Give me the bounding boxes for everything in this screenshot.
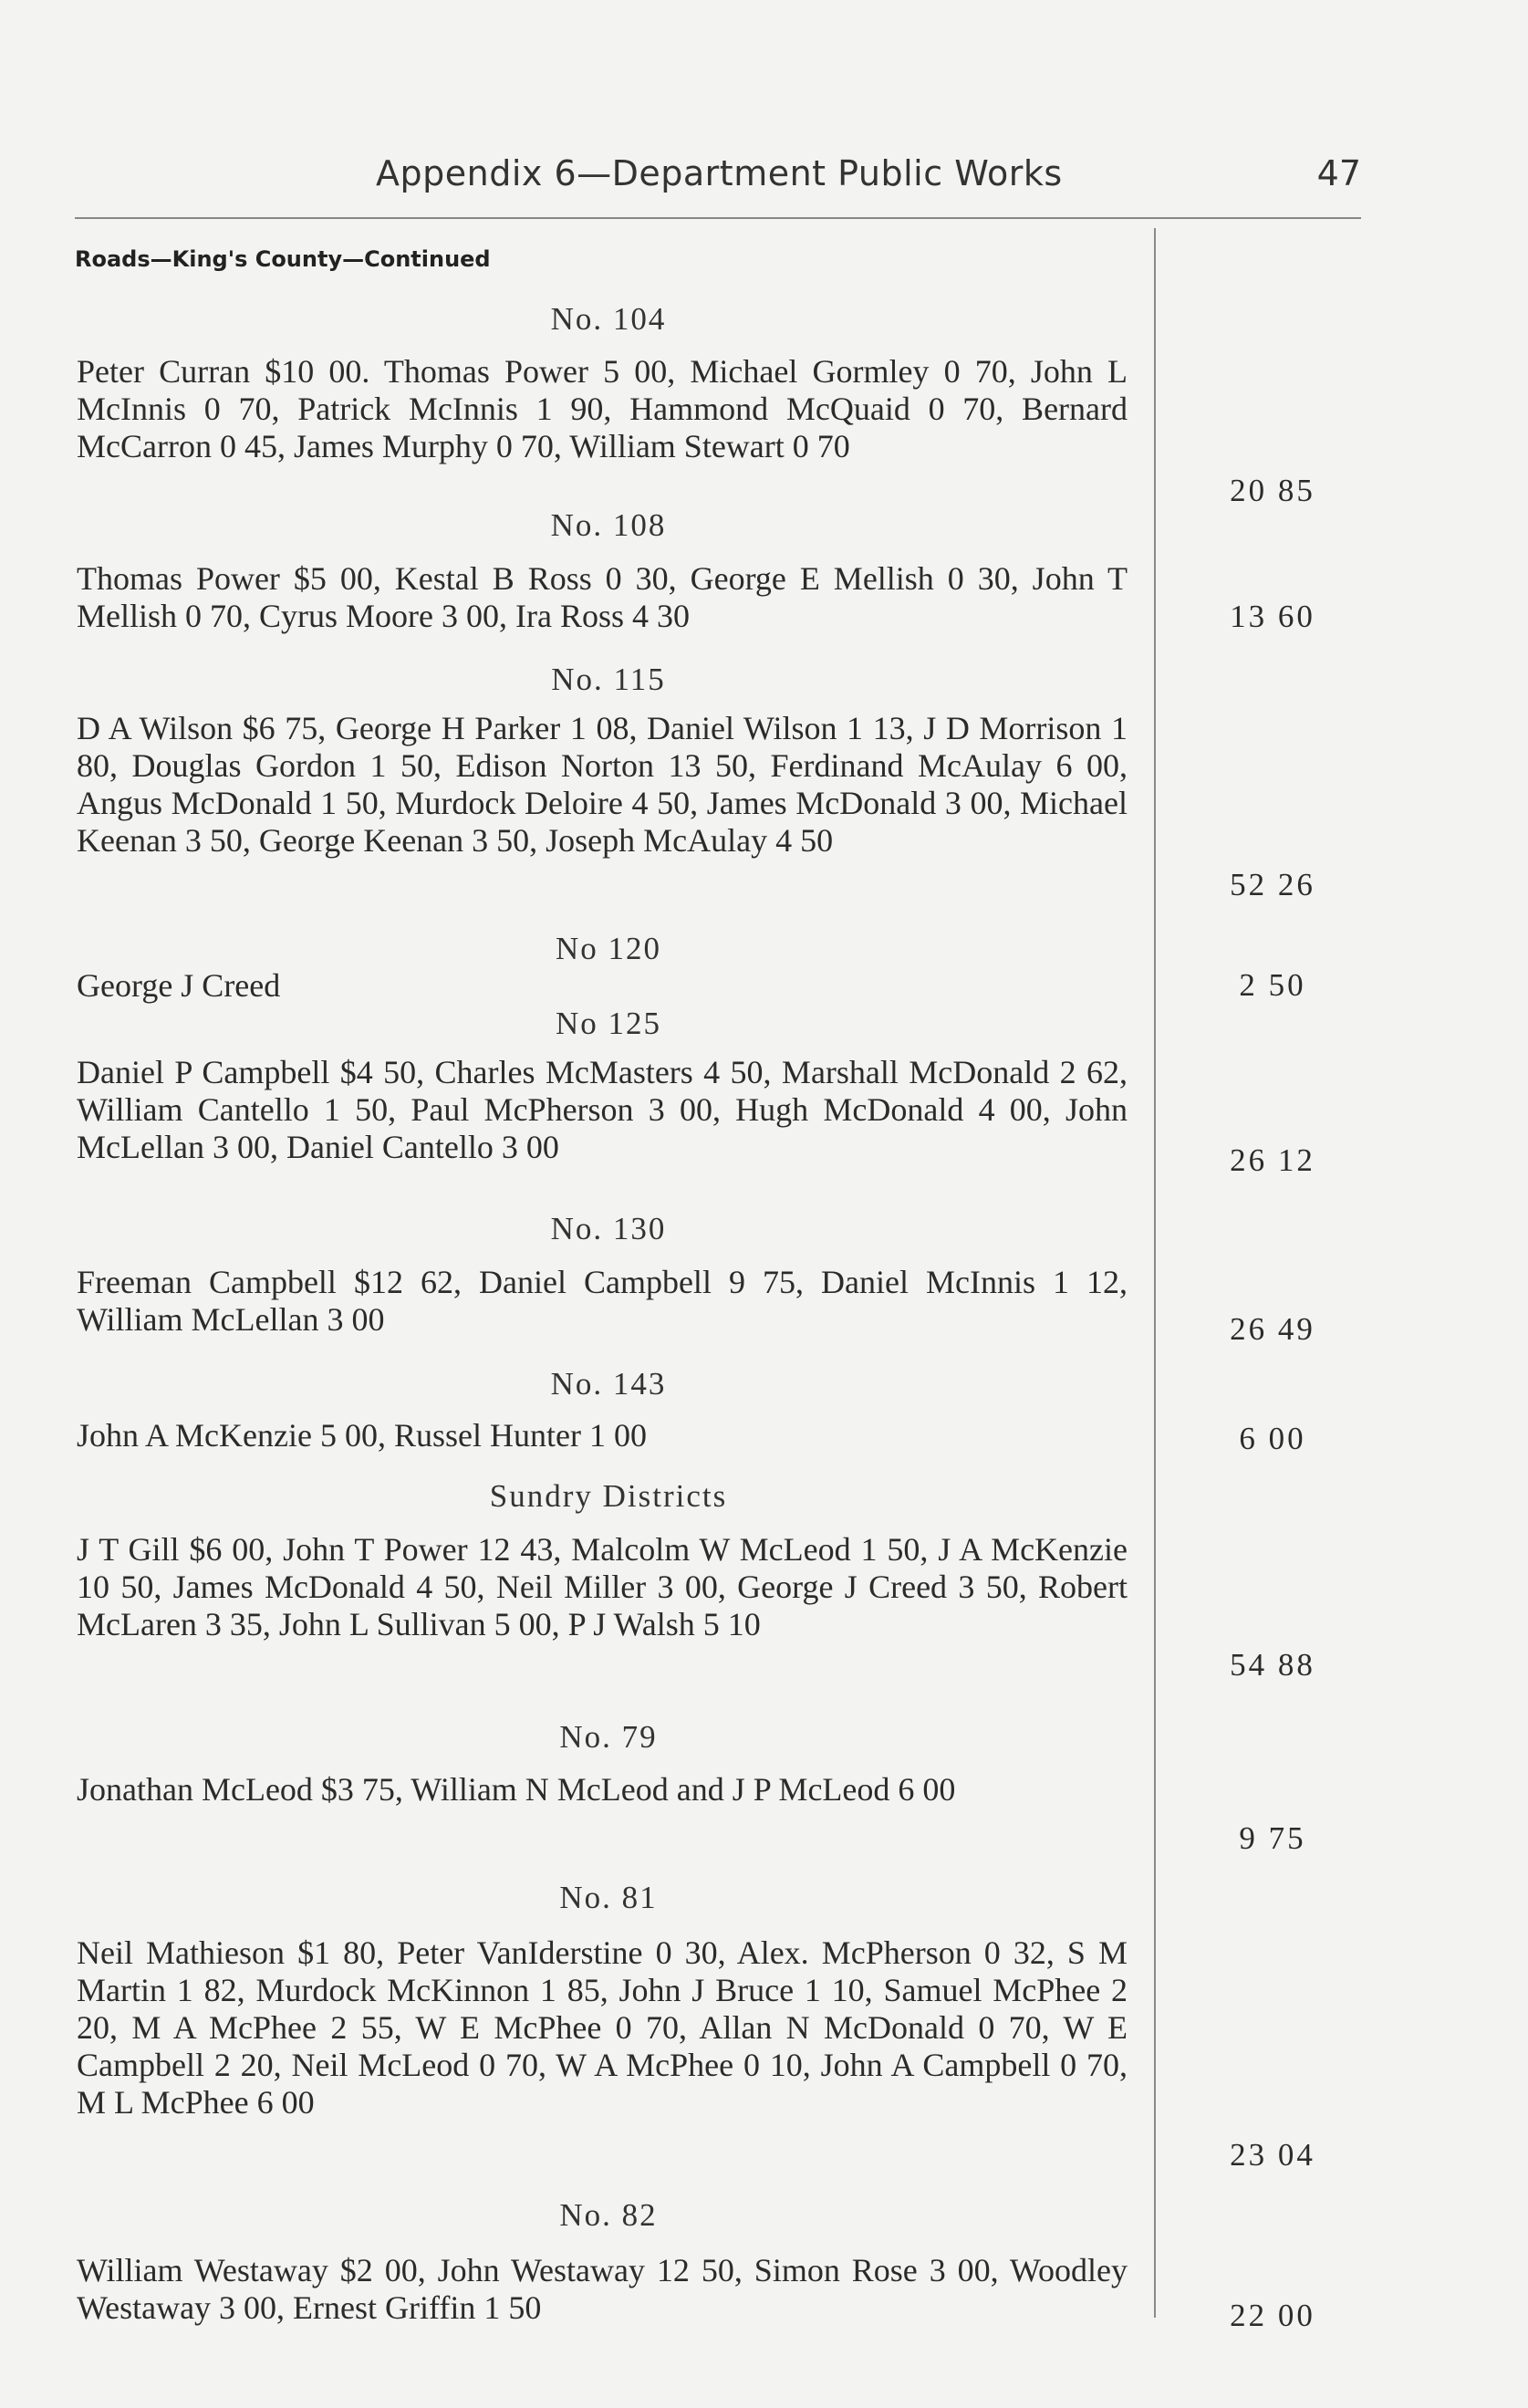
entry-text: William Westaway $2 00, John Westaway 12 50, Simon Rose 3 00, Woodley Westaway 3 00, Ernest Griffin 1 50 [77,2252,1128,2326]
running-head-title: Appendix 6—Department Public Works [376,153,1063,193]
entry-amount: 54 88 [1230,1647,1315,1683]
entry-heading: No. 79 [559,1719,658,1755]
entry-amount: 2 50 [1239,967,1306,1003]
entry-text: J T Gill $6 00, John T Power 12 43, Malcolm W McLeod 1 50, J A McKenzie 10 50, James McDonald 4 50, Neil Miller 3 00, George J Creed 3 50, Robert McLaren 3 35, John L Sullivan 5 00, P J Walsh 5 10 [77,1531,1128,1642]
entry-text: John A McKenzie 5 00, Russel Hunter 1 00 [77,1417,647,1454]
entry-text: D A Wilson $6 75, George H Parker 1 08, Daniel Wilson 1 13, J D Morrison 1 80, Douglas Gordon 1 50, Edison Norton 13 50, Ferdinand McAulay 6 00, Angus McDonald 1 50, Murdock Deloire 4 50, James McDonald 3 00, Michael Keenan 3 50, George Keenan 3 50, Joseph McAulay 4 50 [77,710,1128,859]
entry-amount: 26 12 [1230,1142,1315,1178]
entry-text: Daniel P Campbell $4 50, Charles McMasters 4 50, Marshall McDonald 2 62, William Cantello 1 50, Paul McPherson 3 00, Hugh McDonald 4 00, John McLellan 3 00, Daniel Cantello 3 00 [77,1054,1128,1165]
entry-heading: No. 81 [559,1880,658,1915]
entry-text: Peter Curran $10 00. Thomas Power 5 00, Michael Gormley 0 70, John L McInnis 0 70, Patrick McInnis 1 90, Hammond McQuaid 0 70, Bernard McCarron 0 45, James Murphy 0 70, William Stewart 0 70 [77,353,1128,464]
entry-heading: No. 143 [550,1366,667,1402]
header-rule [75,217,1361,219]
entry-amount: 22 00 [1230,2298,1315,2333]
entry-amount: 26 49 [1230,1311,1315,1347]
entry-amount: 20 85 [1230,473,1315,508]
entry-amount: 52 26 [1230,867,1315,902]
section-label: Roads—King's County—Continued [75,246,491,272]
entry-text: Neil Mathieson $1 80, Peter VanIderstine 0 30, Alex. McPherson 0 32, S M Martin 1 82, Murdock McKinnon 1 85, John J Bruce 1 10, Samuel McPhee 2 20, M A McPhee 2 55, W E McPhee 0 70, Allan N McDonald 0 70, W E Campbell 2 20, Neil McLeod 0 70, W A McPhee 0 10, John A Campbell 0 70, M L McPhee 6 00 [77,1934,1128,2121]
entry-text: Thomas Power $5 00, Kestal B Ross 0 30, George E Mellish 0 30, John T Mellish 0 70, Cyrus Moore 3 00, Ira Ross 4 30 [77,560,1128,634]
entry-heading: No. 115 [551,662,666,697]
entry-amount: 6 00 [1239,1421,1306,1456]
running-head [75,146,1361,201]
entry-text: Jonathan McLeod $3 75, William N McLeod and J P McLeod 6 00 [77,1771,956,1808]
entry-amount: 23 04 [1230,2137,1315,2173]
entry-heading: No 125 [555,1006,662,1041]
entry-text: Freeman Campbell $12 62, Daniel Campbell 9 75, Daniel McInnis 1 12, William McLellan 3 00 [77,1264,1128,1338]
entry-amount: 9 75 [1239,1820,1306,1856]
entry-amount: 13 60 [1230,599,1315,634]
entry-text: George J Creed [77,967,281,1004]
entry-heading: No. 130 [550,1211,667,1246]
entry-heading: No. 82 [559,2197,658,2233]
amount-column-rule [1154,228,1156,2318]
entry-heading: No 120 [555,931,662,966]
entry-heading: Sundry Districts [489,1478,728,1514]
entry-heading: No. 108 [550,507,667,543]
entry-heading: No. 104 [550,301,667,337]
page-number: 47 [1316,153,1361,193]
